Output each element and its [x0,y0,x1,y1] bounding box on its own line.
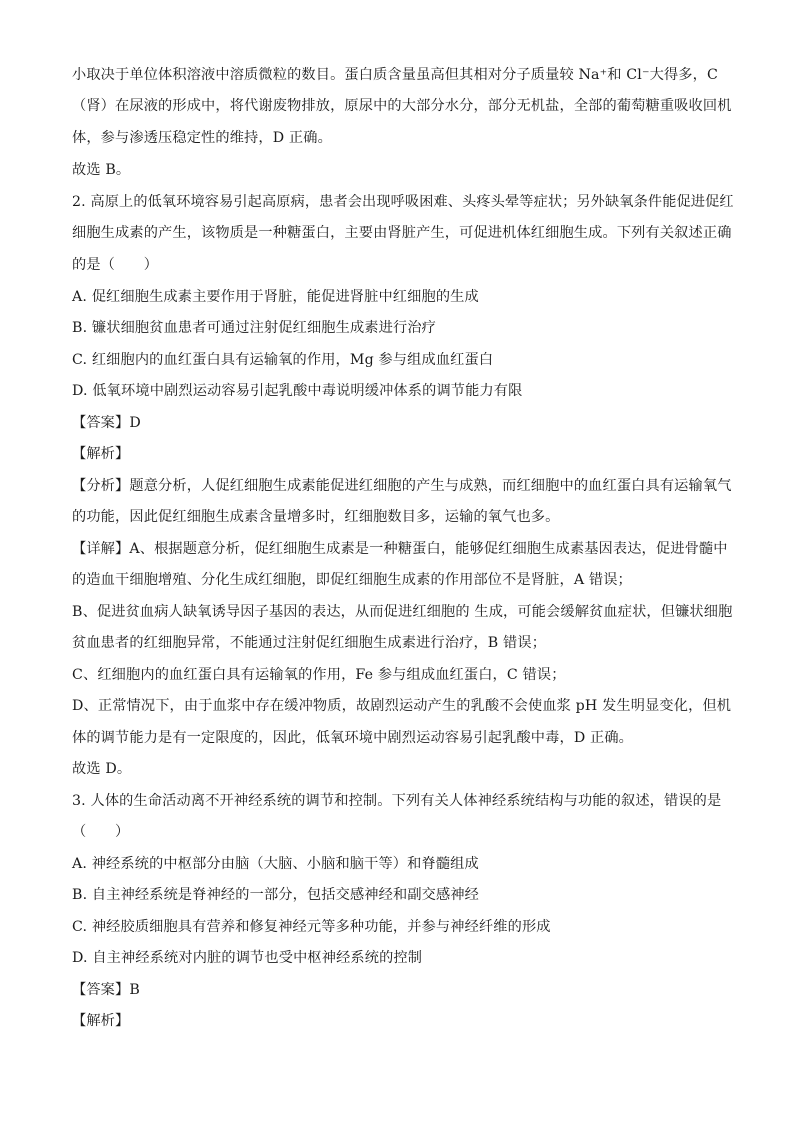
question-2-stem: 2. 高原上的低氧环境容易引起高原病，患者会出现呼吸困难、头疼头晕等症状；另外缺氧条件能促进促红 [72,194,734,210]
question-2-answer: 【答案】D [72,415,141,431]
question-2-option-b: B. 镰状细胞贫血患者可通过注射促红细胞生成素进行治疗 [72,320,436,336]
question-2-conclusion: 故选 D。 [72,761,132,777]
question-2-analysis-cont: 的功能，因此促红细胞生成素含量增多时，红细胞数目多，运输的氧气也多。 [72,509,560,525]
question-3-stem-end: （ ） [72,824,130,840]
question-2-detail-d-cont: 体的调节能力是有一定限度的，因此，低氧环境中剧烈运动容易引起乳酸中毒，D 正确。 [72,730,634,746]
text-line-3: 体，参与渗透压稳定性的维持，D 正确。 [72,130,332,146]
question-2-analysis-heading: 【解析】 [72,446,130,462]
question-3-option-a: A. 神经系统的中枢部分由脑（大脑、小脑和脑干等）和脊髓组成 [72,856,479,872]
question-2-detail-c: C、红细胞内的血红蛋白具有运输氧的作用，Fe 参与组成血红蛋白，C 错误； [72,667,566,683]
text-line-2: （肾）在尿液的形成中，将代谢废物排放，原尿中的大部分水分，部分无机盐，全部的葡萄糖重吸收回机 [72,98,732,114]
text-line-4: 故选 B。 [72,162,131,178]
question-2-detail-b: B、促进贫血病人缺氧诱导因子基因的表达，从而促进红细胞的 生成，可能会缓解贫血症状，但镰状细胞 [72,604,733,620]
question-2-detail-b-cont: 贫血患者的红细胞异常，不能通过注射促红细胞生成素进行治疗，B 错误； [72,635,547,651]
question-3-answer: 【答案】B [72,982,140,998]
question-2-detail-d: D、正常情况下，由于血浆中存在缓冲物质，故剧烈运动产生的乳酸不会使血浆 pH 发生明显变化，但机 [72,698,732,714]
text-line-1: 小取决于单位体积溶液中溶质微粒的数目。蛋白质含量虽高但其相对分子质量较 Na⁺和 Cl⁻大得多，C [72,67,718,83]
question-3-option-d: D. 自主神经系统对内脏的调节也受中枢神经系统的控制 [72,950,423,966]
question-2-analysis: 【分析】题意分析，人促红细胞生成素能促进红细胞的产生与成熟，而红细胞中的血红蛋白具有运输氧气 [72,478,732,494]
question-2-detail-a-cont: 的造血干细胞增殖、分化生成红细胞，即促红细胞生成素的作用部位不是肾脏，A 错误； [72,572,632,588]
question-3-option-b: B. 自主神经系统是脊神经的一部分，包括交感神经和副交感神经 [72,887,480,903]
question-2-option-a: A. 促红细胞生成素主要作用于肾脏，能促进肾脏中红细胞的生成 [72,289,479,305]
question-2-stem-end: 的是（ ） [72,257,159,273]
question-2-option-c: C. 红细胞内的血红蛋白具有运输氧的作用，Mg 参与组成血红蛋白 [72,352,494,368]
question-3-option-c: C. 神经胶质细胞具有营养和修复神经元等多种功能，并参与神经纤维的形成 [72,919,551,935]
question-2-option-d: D. 低氧环境中剧烈运动容易引起乳酸中毒说明缓冲体系的调节能力有限 [72,383,523,399]
question-2-stem-cont: 细胞生成素的产生，该物质是一种糖蛋白，主要由肾脏产生，可促进机体红细胞生成。下列有关叙述正确 [72,225,732,241]
question-2-detail-a: 【详解】A、根据题意分析，促红细胞生成素是一种糖蛋白，能够促红细胞生成素基因表达，促进骨髓中 [72,541,728,557]
question-3-analysis-heading: 【解析】 [72,1013,130,1029]
question-3-stem: 3. 人体的生命活动离不开神经系统的调节和控制。下列有关人体神经系统结构与功能的叙述，错误的是 [72,793,722,809]
